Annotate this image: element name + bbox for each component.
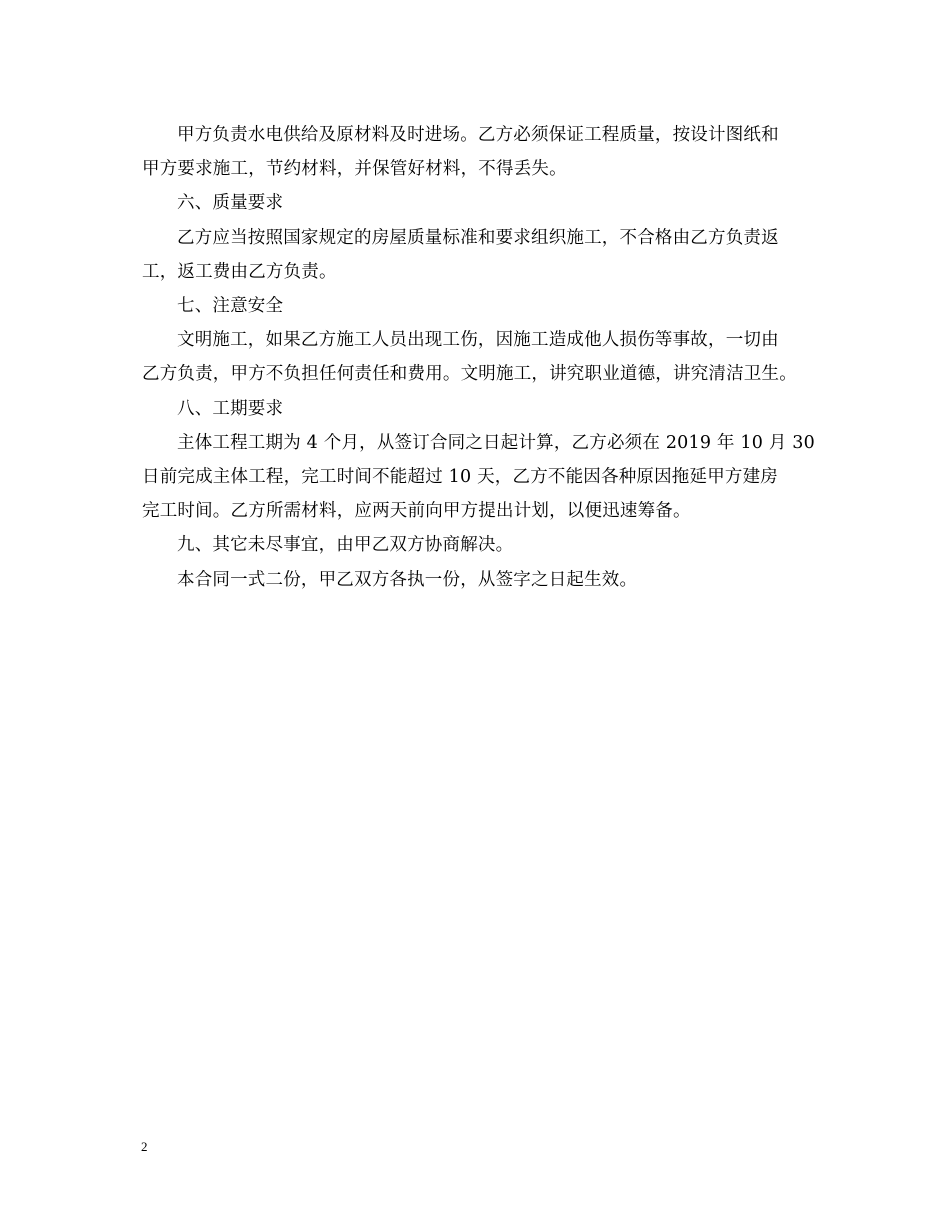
section-heading — [142, 392, 832, 426]
text-line: 八、工期要求 — [177, 398, 284, 419]
text-line: 七、注意安全 — [177, 296, 284, 317]
text-line: 乙方负责，甲方不负担任何责任和费用。文明施工，讲究职业道德，讲究清洁卫生。 — [142, 364, 797, 385]
text-line: 甲方要求施工，节约材料，并保管好材料，不得丢失。 — [142, 159, 567, 180]
paragraph — [142, 118, 832, 186]
page-number: 2 — [141, 1139, 148, 1154]
text-line: 甲方负责水电供给及原材料及时进场。乙方必须保证工程质量，按设计图纸和 — [177, 125, 779, 145]
document-body — [142, 118, 832, 597]
section-heading — [142, 289, 832, 323]
paragraph — [142, 426, 832, 529]
paragraph — [142, 323, 832, 391]
text-line: 完工时间。乙方所需材料，应两天前向甲方提出计划，以便迅速筹备。 — [142, 501, 691, 522]
text-line: 六、质量要求 — [177, 193, 284, 214]
text-line: 本合同一式二份，甲乙双方各执一份，从签字之日起生效。 — [177, 569, 638, 590]
text-line: 工，返工费由乙方负责。 — [142, 261, 337, 282]
paragraph — [142, 528, 832, 562]
section-heading — [142, 186, 832, 220]
text-line: 九、其它未尽事宜，由甲乙双方协商解决。 — [177, 535, 514, 556]
paragraph — [142, 221, 832, 289]
text-line: 文明施工，如果乙方施工人员出现工伤，因施工造成他人损伤等事故，一切由 — [177, 330, 779, 351]
text-line: 主体工程工期为 4 个月，从签订合同之日起计算，乙方必须在 2019 年 10 月 30 — [177, 432, 815, 453]
text-line: 日前完成主体工程，完工时间不能超过 10 天，乙方不能因各种原因拖延甲方建房 — [142, 467, 778, 488]
paragraph — [142, 563, 832, 597]
text-line: 乙方应当按照国家规定的房屋质量标准和要求组织施工，不合格由乙方负责返 — [177, 227, 779, 248]
